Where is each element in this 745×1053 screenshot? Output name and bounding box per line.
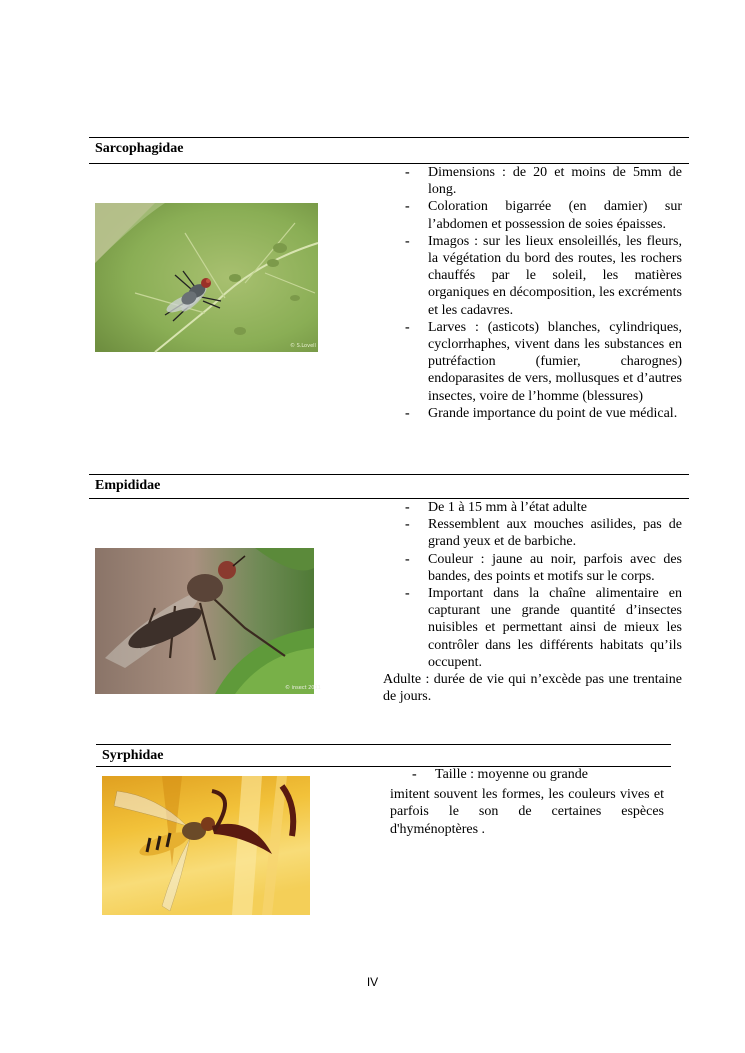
list-item: - De 1 à 15 mm à l’état adulte <box>405 500 587 515</box>
sarcophagidae-details <box>383 164 682 422</box>
section-header-sarcophagidae <box>89 137 689 164</box>
section-title: Syrphidae <box>102 748 164 763</box>
list-item: - Grande importance du point de vue médical. <box>405 405 678 421</box>
list-item: - Imagos : sur les lieux ensoleillés, les fleurs, la végétation du bord des routes, les rochers chauffés par le soleil, les matières organiques en décomposition, les excréments et les cadavres. <box>405 233 682 318</box>
bullet-marker: - <box>405 551 410 567</box>
empididae-details <box>383 499 682 705</box>
syrphidae-photo <box>102 776 310 915</box>
fly-on-leaf-image <box>95 203 318 352</box>
list-item: - Taille : moyenne ou grande <box>412 767 588 782</box>
hoverfly-image <box>102 776 310 915</box>
list-item: - Larves : (asticots) blanches, cylindriques, cyclorrhaphes, vivent dans les substances en putréfaction (fumier, charognes) endoparasites de vers, mollusques et d’autres insectes, voire de l’homme (blessures) <box>405 319 682 404</box>
bullet-marker: - <box>405 165 410 180</box>
dance-fly-image <box>95 548 321 694</box>
svg-text:© insect 2011: © insect 2011 <box>285 685 321 691</box>
section-title: Empididae <box>95 478 161 493</box>
empididae-photo <box>95 548 321 694</box>
bullet-marker: - <box>405 500 410 515</box>
bullet-marker: - <box>405 405 410 421</box>
section-header-syrphidae <box>96 744 671 767</box>
bullet-marker: - <box>405 586 410 602</box>
list-item: - Couleur : jaune au noir, parfois avec des bandes, des points et motifs sur le corps. <box>405 551 682 584</box>
page-number: IV <box>366 975 379 989</box>
bullet-marker: - <box>412 767 417 782</box>
empididae-bullet-list <box>383 499 682 671</box>
list-item: - Dimensions : de 20 et moins de 5mm de long. <box>405 165 682 198</box>
syrphidae-details <box>390 766 664 838</box>
svg-text:© S.Lovell: © S.Lovell <box>290 343 316 349</box>
section-title: Sarcophagidae <box>95 141 184 156</box>
syrphidae-note: imitent souvent les formes, les couleurs vives et parfois le son de certaines espèces d'hyménoptères . <box>390 787 664 837</box>
sarcophagidae-photo <box>95 203 318 352</box>
bullet-marker: - <box>405 233 410 249</box>
list-item: - Important dans la chaîne alimentaire en capturant une grande quantité d’insectes nuisibles et permettant ainsi de mieux les contrôler dans les différents habitats qu’ils occupent. <box>405 586 682 670</box>
bullet-marker: - <box>405 517 410 533</box>
bullet-marker: - <box>405 319 410 335</box>
syrphidae-bullet-list <box>390 766 664 783</box>
sarcophagidae-bullet-list <box>383 164 682 422</box>
empididae-note: Adulte : durée de vie qui n’excède pas une trentaine de jours. <box>383 672 682 705</box>
list-item: - Coloration bigarrée (en damier) sur l’abdomen et possession de soies épaisses. <box>405 199 682 232</box>
section-header-empididae <box>89 474 689 499</box>
bullet-marker: - <box>405 199 410 215</box>
list-item: - Ressemblent aux mouches asilides, pas de grand yeux et de barbiche. <box>405 517 682 550</box>
